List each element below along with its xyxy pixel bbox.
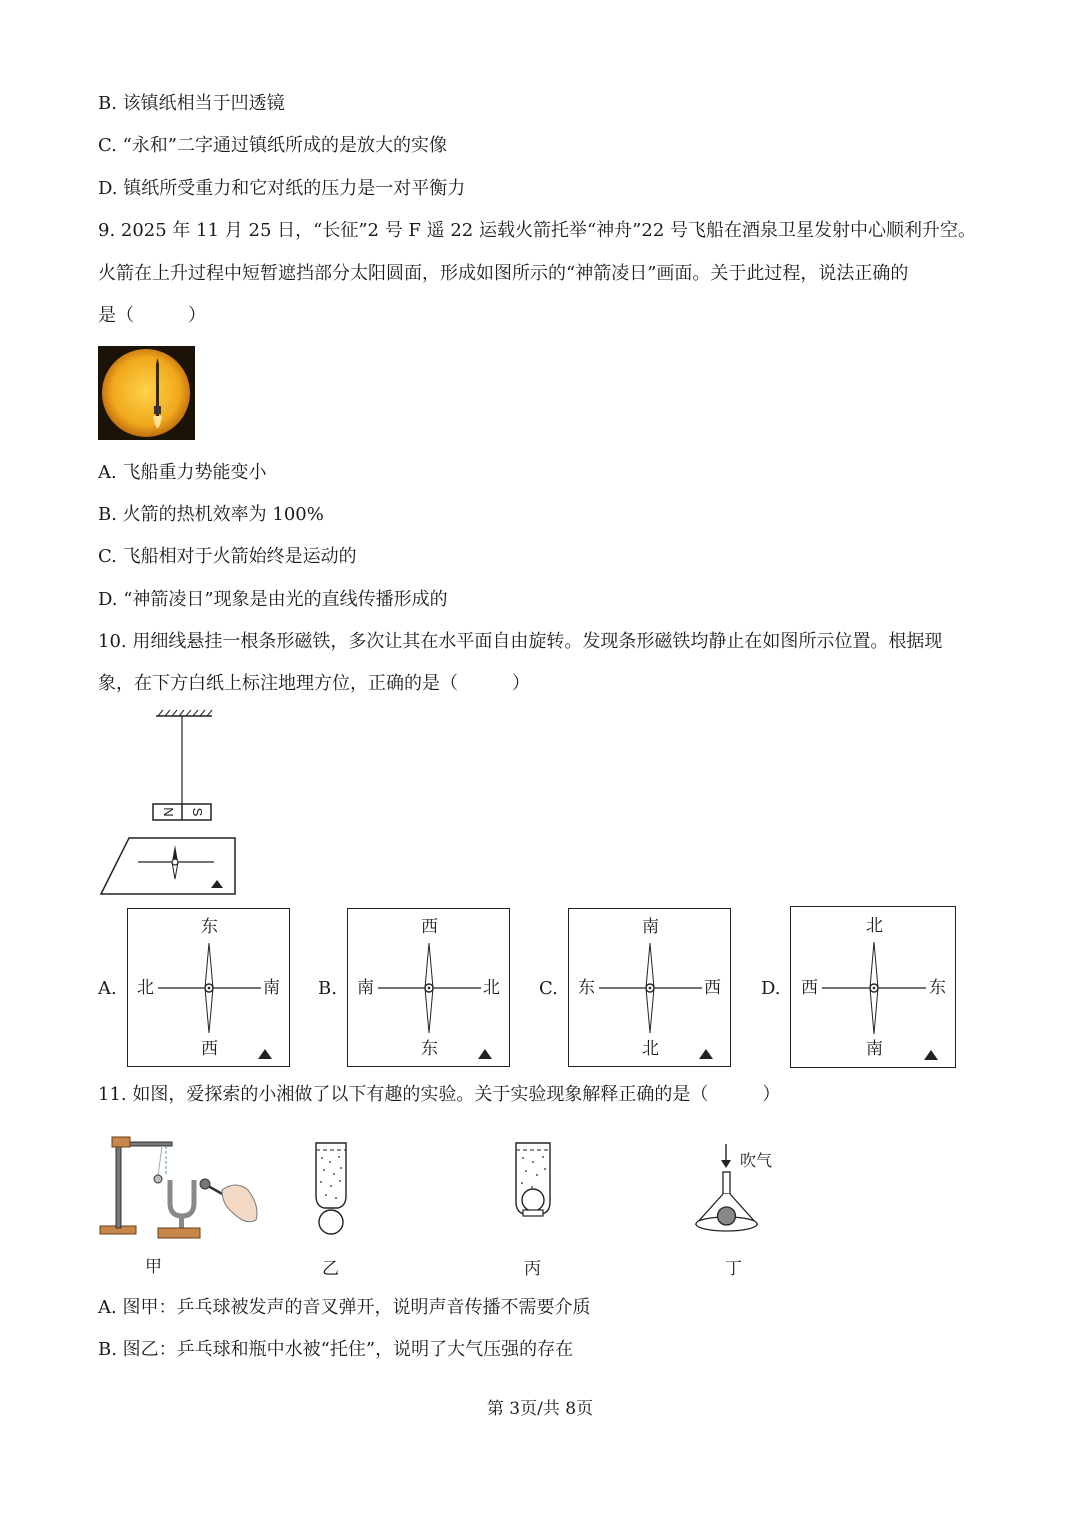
dir-top: 东	[201, 917, 218, 937]
tuning-fork-experiment-figure	[98, 1128, 263, 1243]
dir-bottom: 南	[866, 1039, 883, 1059]
dir-top: 南	[642, 917, 659, 937]
q10-option-b-box	[347, 908, 510, 1067]
q9-option-b: B. 火箭的热机效率为 100%	[98, 504, 324, 525]
q8-option-c: C. “永和”二字通过镇纸所成的是放大的实像	[98, 135, 447, 156]
dir-bottom: 北	[642, 1039, 659, 1059]
dir-bottom: 东	[421, 1039, 438, 1059]
dir-left: 东	[578, 978, 595, 998]
blow-air-label: 吹气	[740, 1151, 773, 1170]
q10-option-c-box	[568, 908, 731, 1067]
bottle-ball-figure-bing	[508, 1140, 558, 1225]
magnet-n-label: N	[161, 807, 176, 817]
figure-jia-label: 甲	[145, 1257, 162, 1277]
q11-stem: 11. 如图，爱探索的小湘做了以下有趣的实验。关于实验现象解释正确的是（ ）	[98, 1084, 781, 1105]
q9-option-a: A. 飞船重力势能变小	[98, 462, 267, 483]
q9-option-d: D. “神箭凌日”现象是由光的直线传播形成的	[98, 589, 448, 610]
dir-left: 北	[137, 978, 154, 998]
q8-option-d: D. 镇纸所受重力和它对纸的压力是一对平衡力	[98, 178, 466, 199]
magnet-s-label: S	[190, 807, 205, 817]
q11-option-a: A. 图甲：乒乓球被发声的音叉弹开，说明声音传播不需要介质	[98, 1297, 591, 1318]
q10-stem-line2: 象，在下方白纸上标注地理方位，正确的是（ ）	[98, 673, 530, 694]
dir-right: 西	[704, 978, 721, 998]
bottle-ball-figure-yi	[306, 1140, 356, 1240]
q10-option-a-box	[127, 908, 290, 1067]
q10-option-a-letter: A.	[98, 978, 117, 999]
dir-top: 北	[866, 916, 883, 936]
dir-top: 西	[421, 917, 438, 937]
rocket-transit-photo	[98, 346, 195, 440]
dir-left: 南	[357, 978, 374, 998]
dir-bottom: 西	[201, 1039, 218, 1059]
page-footer: 第 3页/共 8页	[486, 1399, 594, 1419]
figure-ding-label: 丁	[725, 1259, 742, 1279]
dir-right: 东	[929, 978, 946, 998]
dir-right: 北	[483, 978, 500, 998]
q10-option-c-letter: C.	[539, 978, 558, 999]
q9-option-c: C. 飞船相对于火箭始终是运动的	[98, 546, 357, 567]
figure-bing-label: 丙	[524, 1259, 541, 1279]
dir-right: 南	[263, 978, 280, 998]
q10-stem-line1: 10. 用细线悬挂一根条形磁铁，多次让其在水平面自由旋转。发现条形磁铁均静止在如图所示位置。根据现	[98, 631, 943, 652]
q9-stem-line1: 9. 2025 年 11 月 25 日，“长征”2 号 F 遥 22 运载火箭托举“神舟”22 号飞船在酒泉卫星发射中心顺利升空。	[98, 220, 977, 241]
q11-option-b: B. 图乙：乒乓球和瓶中水被“托住”，说明了大气压强的存在	[98, 1339, 574, 1360]
q9-stem-line3: 是（ ）	[98, 305, 206, 326]
dir-left: 西	[801, 978, 818, 998]
q8-option-b: B. 该镇纸相当于凹透镜	[98, 93, 285, 114]
q10-option-d-letter: D.	[761, 978, 781, 999]
q10-option-b-letter: B.	[318, 978, 337, 999]
q10-option-d-box	[790, 906, 956, 1068]
magnet-setup-figure	[98, 708, 248, 900]
figure-yi-label: 乙	[322, 1259, 339, 1279]
q9-stem-line2: 火箭在上升过程中短暂遮挡部分太阳圆面，形成如图所示的“神箭凌日”画面。关于此过程，说法正确的	[98, 263, 909, 284]
